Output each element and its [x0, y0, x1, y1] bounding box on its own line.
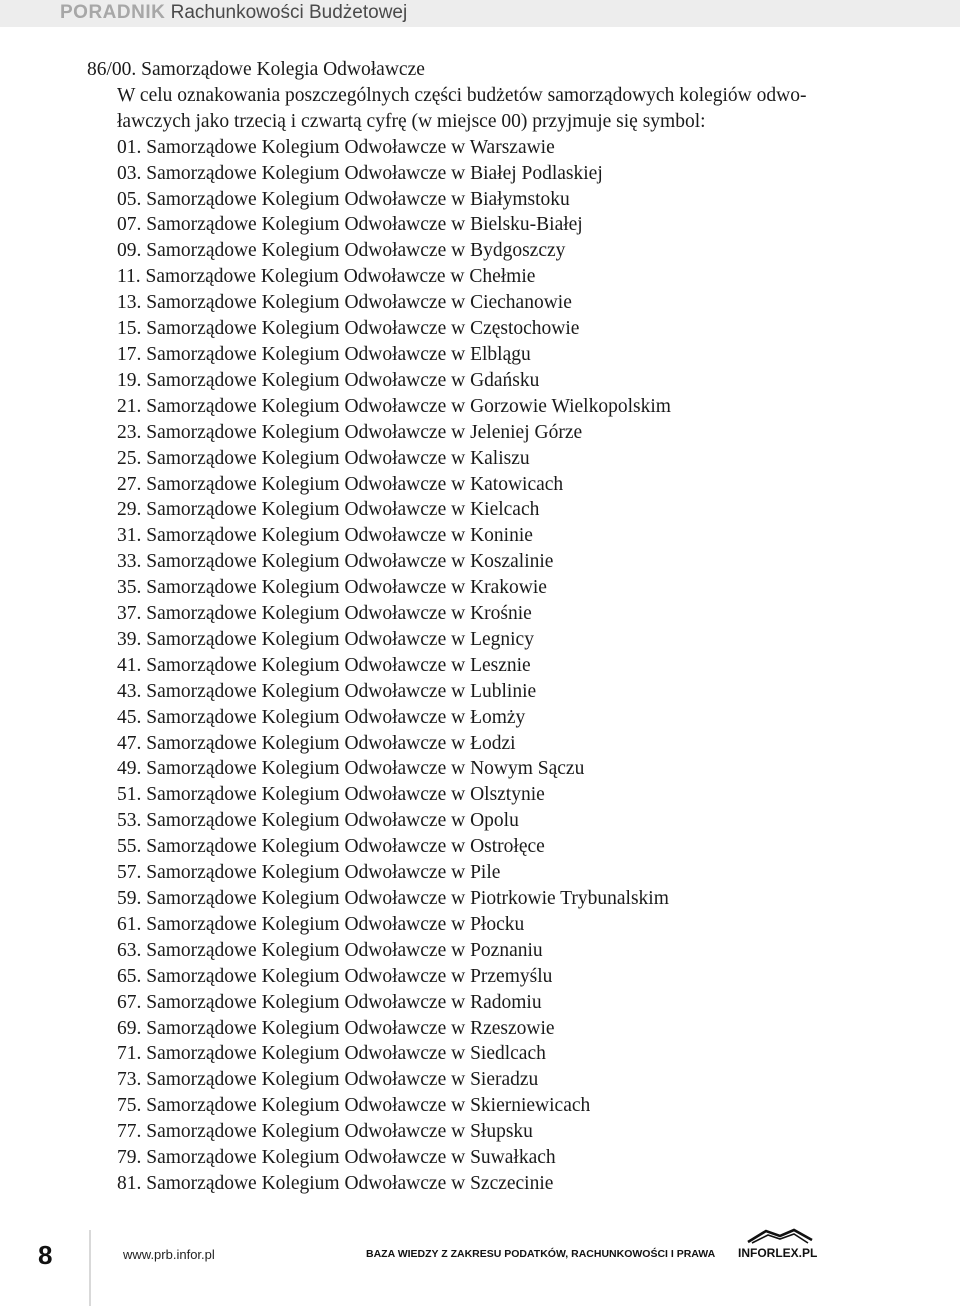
list-item: 27. Samorządowe Kolegium Odwoławcze w Katowicach	[117, 473, 564, 495]
main-content	[87, 57, 867, 1197]
list-item: 79. Samorządowe Kolegium Odwoławcze w Suwałkach	[117, 1147, 556, 1169]
list-item: 63. Samorządowe Kolegium Odwoławcze w Poznaniu	[117, 939, 543, 961]
list-item: 15. Samorządowe Kolegium Odwoławcze w Częstochowie	[117, 318, 580, 340]
list-item: 29. Samorządowe Kolegium Odwoławcze w Kielcach	[117, 499, 540, 521]
intro-line-1: W celu oznakowania poszczególnych części budżetów samorządowych kolegiów odwo-	[117, 84, 807, 106]
page-number: 8	[38, 1240, 53, 1270]
list-item: 45. Samorządowe Kolegium Odwoławcze w Łomży	[117, 706, 526, 728]
footer-tagline: BAZA WIEDZY Z ZAKRESU PODATKÓW, RACHUNKOWOŚCI I PRAWA	[366, 1248, 716, 1260]
list-item: 75. Samorządowe Kolegium Odwoławcze w Skierniewicach	[117, 1095, 591, 1117]
list-item: 57. Samorządowe Kolegium Odwoławcze w Pile	[117, 862, 501, 884]
list-item: 09. Samorządowe Kolegium Odwoławcze w Bydgoszczy	[117, 240, 566, 262]
list-item: 49. Samorządowe Kolegium Odwoławcze w Nowym Sączu	[117, 758, 585, 780]
list-item: 43. Samorządowe Kolegium Odwoławcze w Lublinie	[117, 680, 537, 702]
list-item: 67. Samorządowe Kolegium Odwoławcze w Radomiu	[117, 991, 542, 1013]
list-item: 55. Samorządowe Kolegium Odwoławcze w Ostrołęce	[117, 836, 545, 858]
footer-divider	[89, 1230, 91, 1306]
list-item: 69. Samorządowe Kolegium Odwoławcze w Rzeszowie	[117, 1017, 555, 1039]
list-item: 65. Samorządowe Kolegium Odwoławcze w Przemyślu	[117, 965, 553, 987]
list-item: 35. Samorządowe Kolegium Odwoławcze w Krakowie	[117, 577, 547, 599]
intro-line-2: ławczych jako trzecią i czwartą cyfrę (w miejsce 00) przyjmuje się symbol:	[117, 110, 706, 132]
list-item: 19. Samorządowe Kolegium Odwoławcze w Gdańsku	[117, 369, 540, 391]
list-item: 51. Samorządowe Kolegium Odwoławcze w Olsztynie	[117, 784, 545, 806]
list-item: 71. Samorządowe Kolegium Odwoławcze w Siedlcach	[117, 1043, 546, 1065]
list-item: 17. Samorządowe Kolegium Odwoławcze w Elblągu	[117, 343, 531, 365]
running-header	[60, 1, 407, 25]
logo-text: INFORLEX.PL	[738, 1246, 818, 1260]
list-item: 03. Samorządowe Kolegium Odwoławcze w Białej Podlaskiej	[117, 162, 603, 184]
list-item: 61. Samorządowe Kolegium Odwoławcze w Płocku	[117, 913, 525, 935]
footer-url-link[interactable]: www.prb.infor.pl	[123, 1247, 215, 1262]
inforlex-logo[interactable]	[738, 1228, 828, 1264]
list-item: 73. Samorządowe Kolegium Odwoławcze w Sieradzu	[117, 1069, 539, 1091]
list-item: 59. Samorządowe Kolegium Odwoławcze w Piotrkowie Trybunalskim	[117, 888, 669, 909]
list-item: 25. Samorządowe Kolegium Odwoławcze w Kaliszu	[117, 447, 530, 469]
list-item: 23. Samorządowe Kolegium Odwoławcze w Jeleniej Górze	[117, 421, 583, 443]
header-subtitle: Rachunkowości Budżetowej	[170, 2, 408, 23]
list-item: 37. Samorządowe Kolegium Odwoławcze w Krośnie	[117, 603, 532, 625]
list-item: 05. Samorządowe Kolegium Odwoławcze w Białymstoku	[117, 188, 570, 210]
list-item: 41. Samorządowe Kolegium Odwoławcze w Lesznie	[117, 654, 531, 676]
list-item: 33. Samorządowe Kolegium Odwoławcze w Koszalinie	[117, 551, 554, 573]
header-brand: PORADNIK	[60, 2, 166, 23]
list-item: 01. Samorządowe Kolegium Odwoławcze w Warszawie	[117, 136, 555, 158]
list-item: 07. Samorządowe Kolegium Odwoławcze w Bielsku-Białej	[117, 214, 583, 236]
list-item: 21. Samorządowe Kolegium Odwoławcze w Gorzowie Wielkopolskim	[117, 395, 671, 417]
list-item: 11. Samorządowe Kolegium Odwoławcze w Chełmie	[117, 266, 536, 288]
list-item: 47. Samorządowe Kolegium Odwoławcze w Łodzi	[117, 732, 516, 754]
section-heading: 86/00. Samorządowe Kolegia Odwoławcze	[87, 59, 425, 80]
list-item: 31. Samorządowe Kolegium Odwoławcze w Koninie	[117, 525, 533, 547]
kolegium-list	[87, 135, 867, 1197]
list-item: 13. Samorządowe Kolegium Odwoławcze w Ciechanowie	[117, 292, 572, 314]
list-item: 39. Samorządowe Kolegium Odwoławcze w Legnicy	[117, 628, 534, 650]
list-item: 77. Samorządowe Kolegium Odwoławcze w Słupsku	[117, 1121, 533, 1143]
list-item: 81. Samorządowe Kolegium Odwoławcze w Szczecinie	[117, 1172, 554, 1194]
logo-mark-icon	[746, 1228, 814, 1244]
list-item: 53. Samorządowe Kolegium Odwoławcze w Opolu	[117, 810, 519, 832]
